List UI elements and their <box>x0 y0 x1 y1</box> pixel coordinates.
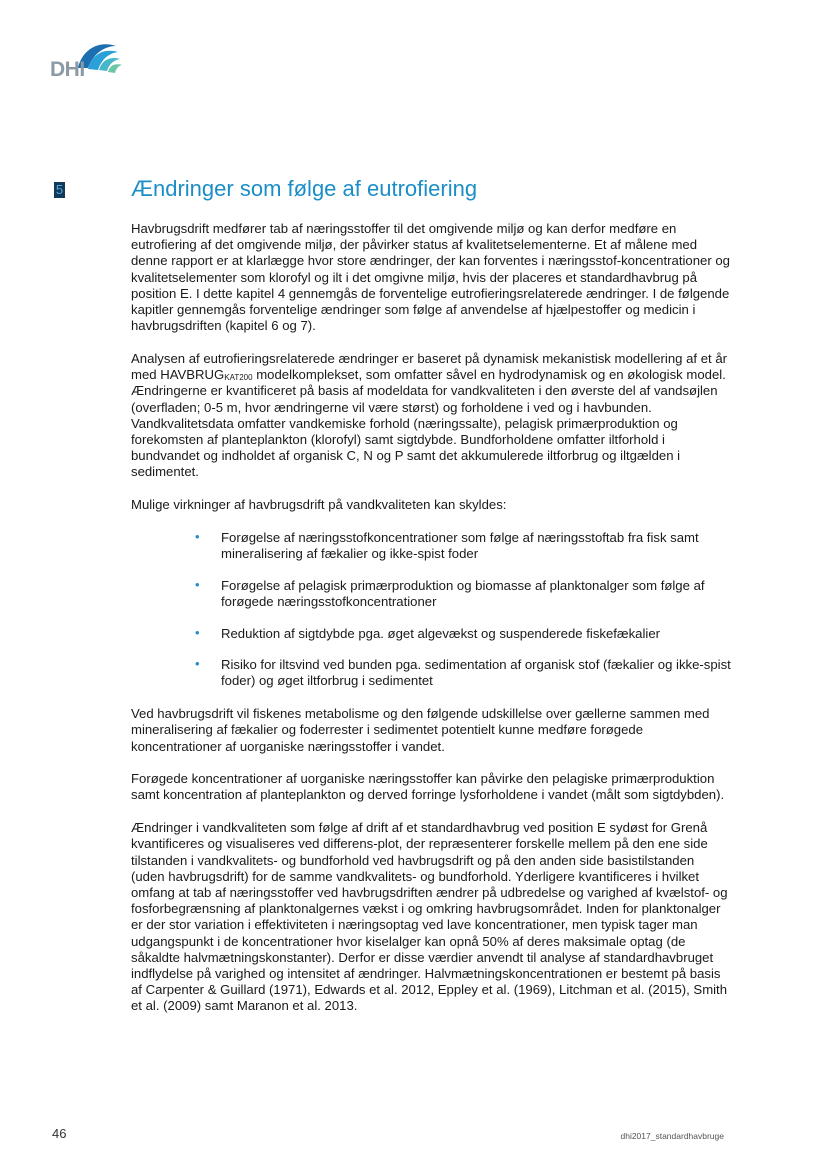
paragraph: Mulige virkninger af havbrugsdrift på vandkvaliteten kan skyldes: <box>131 497 507 513</box>
chapter-number: 5 <box>55 182 64 197</box>
list-item: • Forøgelse af næringsstofkoncentrationer som følge af næringsstoftab fra fisk samt mineralisering af fækalier og ikke-spist foder <box>195 528 699 561</box>
bullet-icon: • <box>195 528 200 544</box>
bullet-icon: • <box>195 624 200 640</box>
bullet-icon: • <box>195 576 200 592</box>
paragraph: Ændringer i vandkvaliteten som følge af drift af et standardhavbrug ved position E sydøst for Grenå kvantificeres og visualiseres ved differens-plot, der repræsenterer forskelle mellem på den ene side tilstanden i vandkvalitets- og bundforhold ved havbrugsdrift og på den anden side basistilstanden (uden havbrugsdrift) for de samme vandkvalitets- og bundforhold. Yderligere kvantificeres i hvilket omfang at tab af næringsstoffer ved havbrugsdriften ændrer på udbredelse og varighed af kvælstof- og fosforbegrænsning af planktonalgernes vækst i og omkring havbrugsområdet. Inden for planktonalger er der stor variation i effektiviteten i næringsoptag ved lave koncentrationer, men typisk tager man udgangspunkt i de koncentrationer hvor kiselalger kan opnå 50% af deres maksimale optag (de såkaldte halvmætningskonstanter). Derfor er disse værdier anvendt til analyse af standardhavbruget indflydelse på varighed og intensitet af ændringer. Halvmætningskoncentrationen er bestemt på basis af Carpenter & Guillard (1971), Edwards et al. 2012, Eppley et al. (1969), Litchman et al. (2015), Smith et al. (2009) samt Maranon et al. 2013. <box>131 820 728 1014</box>
list-item: • Reduktion af sigtdybde pga. øget algevækst og suspenderede fiskefækalier <box>195 624 661 641</box>
body-text <box>131 221 731 1031</box>
paragraph: Havbrugsdrift medfører tab af næringsstoffer til det omgivende miljø og kan derfor medføre en eutrofiering af det omgivende miljø, der påvirker status af kvalitetselementerne. Et af målene med denne rapport er at klarlægge hvor store ændringer, der kan forventes i næringsstof-koncentrationer og kvalitetselementer som klorofyl og ilt i det omgivne miljø, hvis der placeres et standardhavbrug på position E. I dette kapitel 4 gennemgås de forventelige eutrofieringsrelaterede ændringer. I de følgende kapitler gennemgås forventelige ændringer som følge af anvendelse af hjælpestoffer og medicin i havbrugsdriften (kapitel 6 og 7). <box>131 221 730 334</box>
bullet-icon: • <box>195 656 200 672</box>
paragraph: Analysen af eutrofieringsrelaterede ændringer er baseret på dynamisk mekanistisk modellering af et år med $HAVBRUG_{KAT200}$ modelkomplekset, som omfatter såvel en hydrodynamisk og en økologisk model. Ændringerne er kvantificeret på basis af modeldata for vandkvaliteten i den øverste del af vandsøjlen (overfladen; 0-5 m, hvor ændringerne vil være størst) og forholdene i ved og i havbunden. Vandkvalitetsdata omfatter vandkemiske forhold (næringssalte), pelagisk primærproduktion og forekomsten af planteplankton (klorofyl) samt sigtdybde. Bundforholdene omfatter iltforhold i bundvandet og indholdet af organisk C, N og P samt det akkumulerede iltforbrug og iltgælden i sedimentet. <box>131 350 728 480</box>
paragraph: Forøgede koncentrationer af uorganiske næringsstoffer kan påvirke den pelagiske primærproduktion samt koncentration af planteplankton og derved forringe lysforholdene i vandet (målt som sigtdybden). <box>131 771 725 803</box>
dhi-logo <box>50 38 130 80</box>
logo-text: DHI <box>50 58 85 81</box>
document-name: dhi2017_standardhavbruge <box>620 1131 724 1141</box>
bullet-list <box>131 530 731 690</box>
chapter-title: Ændringer som følge af eutrofiering <box>131 176 478 201</box>
page-number: 46 <box>52 1126 67 1141</box>
list-item: • Forøgelse af pelagisk primærproduktion og biomasse af planktonalger som følge af forøgede næringsstofkoncentrationer <box>195 576 705 609</box>
list-item: • Risiko for iltsvind ved bunden pga. sedimentation af organisk stof (fækalier og ikke-spist foder) og øget iltforbrug i sedimentet <box>195 656 731 689</box>
paragraph: Ved havbrugsdrift vil fiskenes metabolisme og den følgende udskillelse over gællerne sammen med mineralisering af fækalier og foderrester i sedimentet potentielt kunne medføre forøgede koncentrationer af uorganiske næringsstoffer i vandet. <box>131 706 710 754</box>
